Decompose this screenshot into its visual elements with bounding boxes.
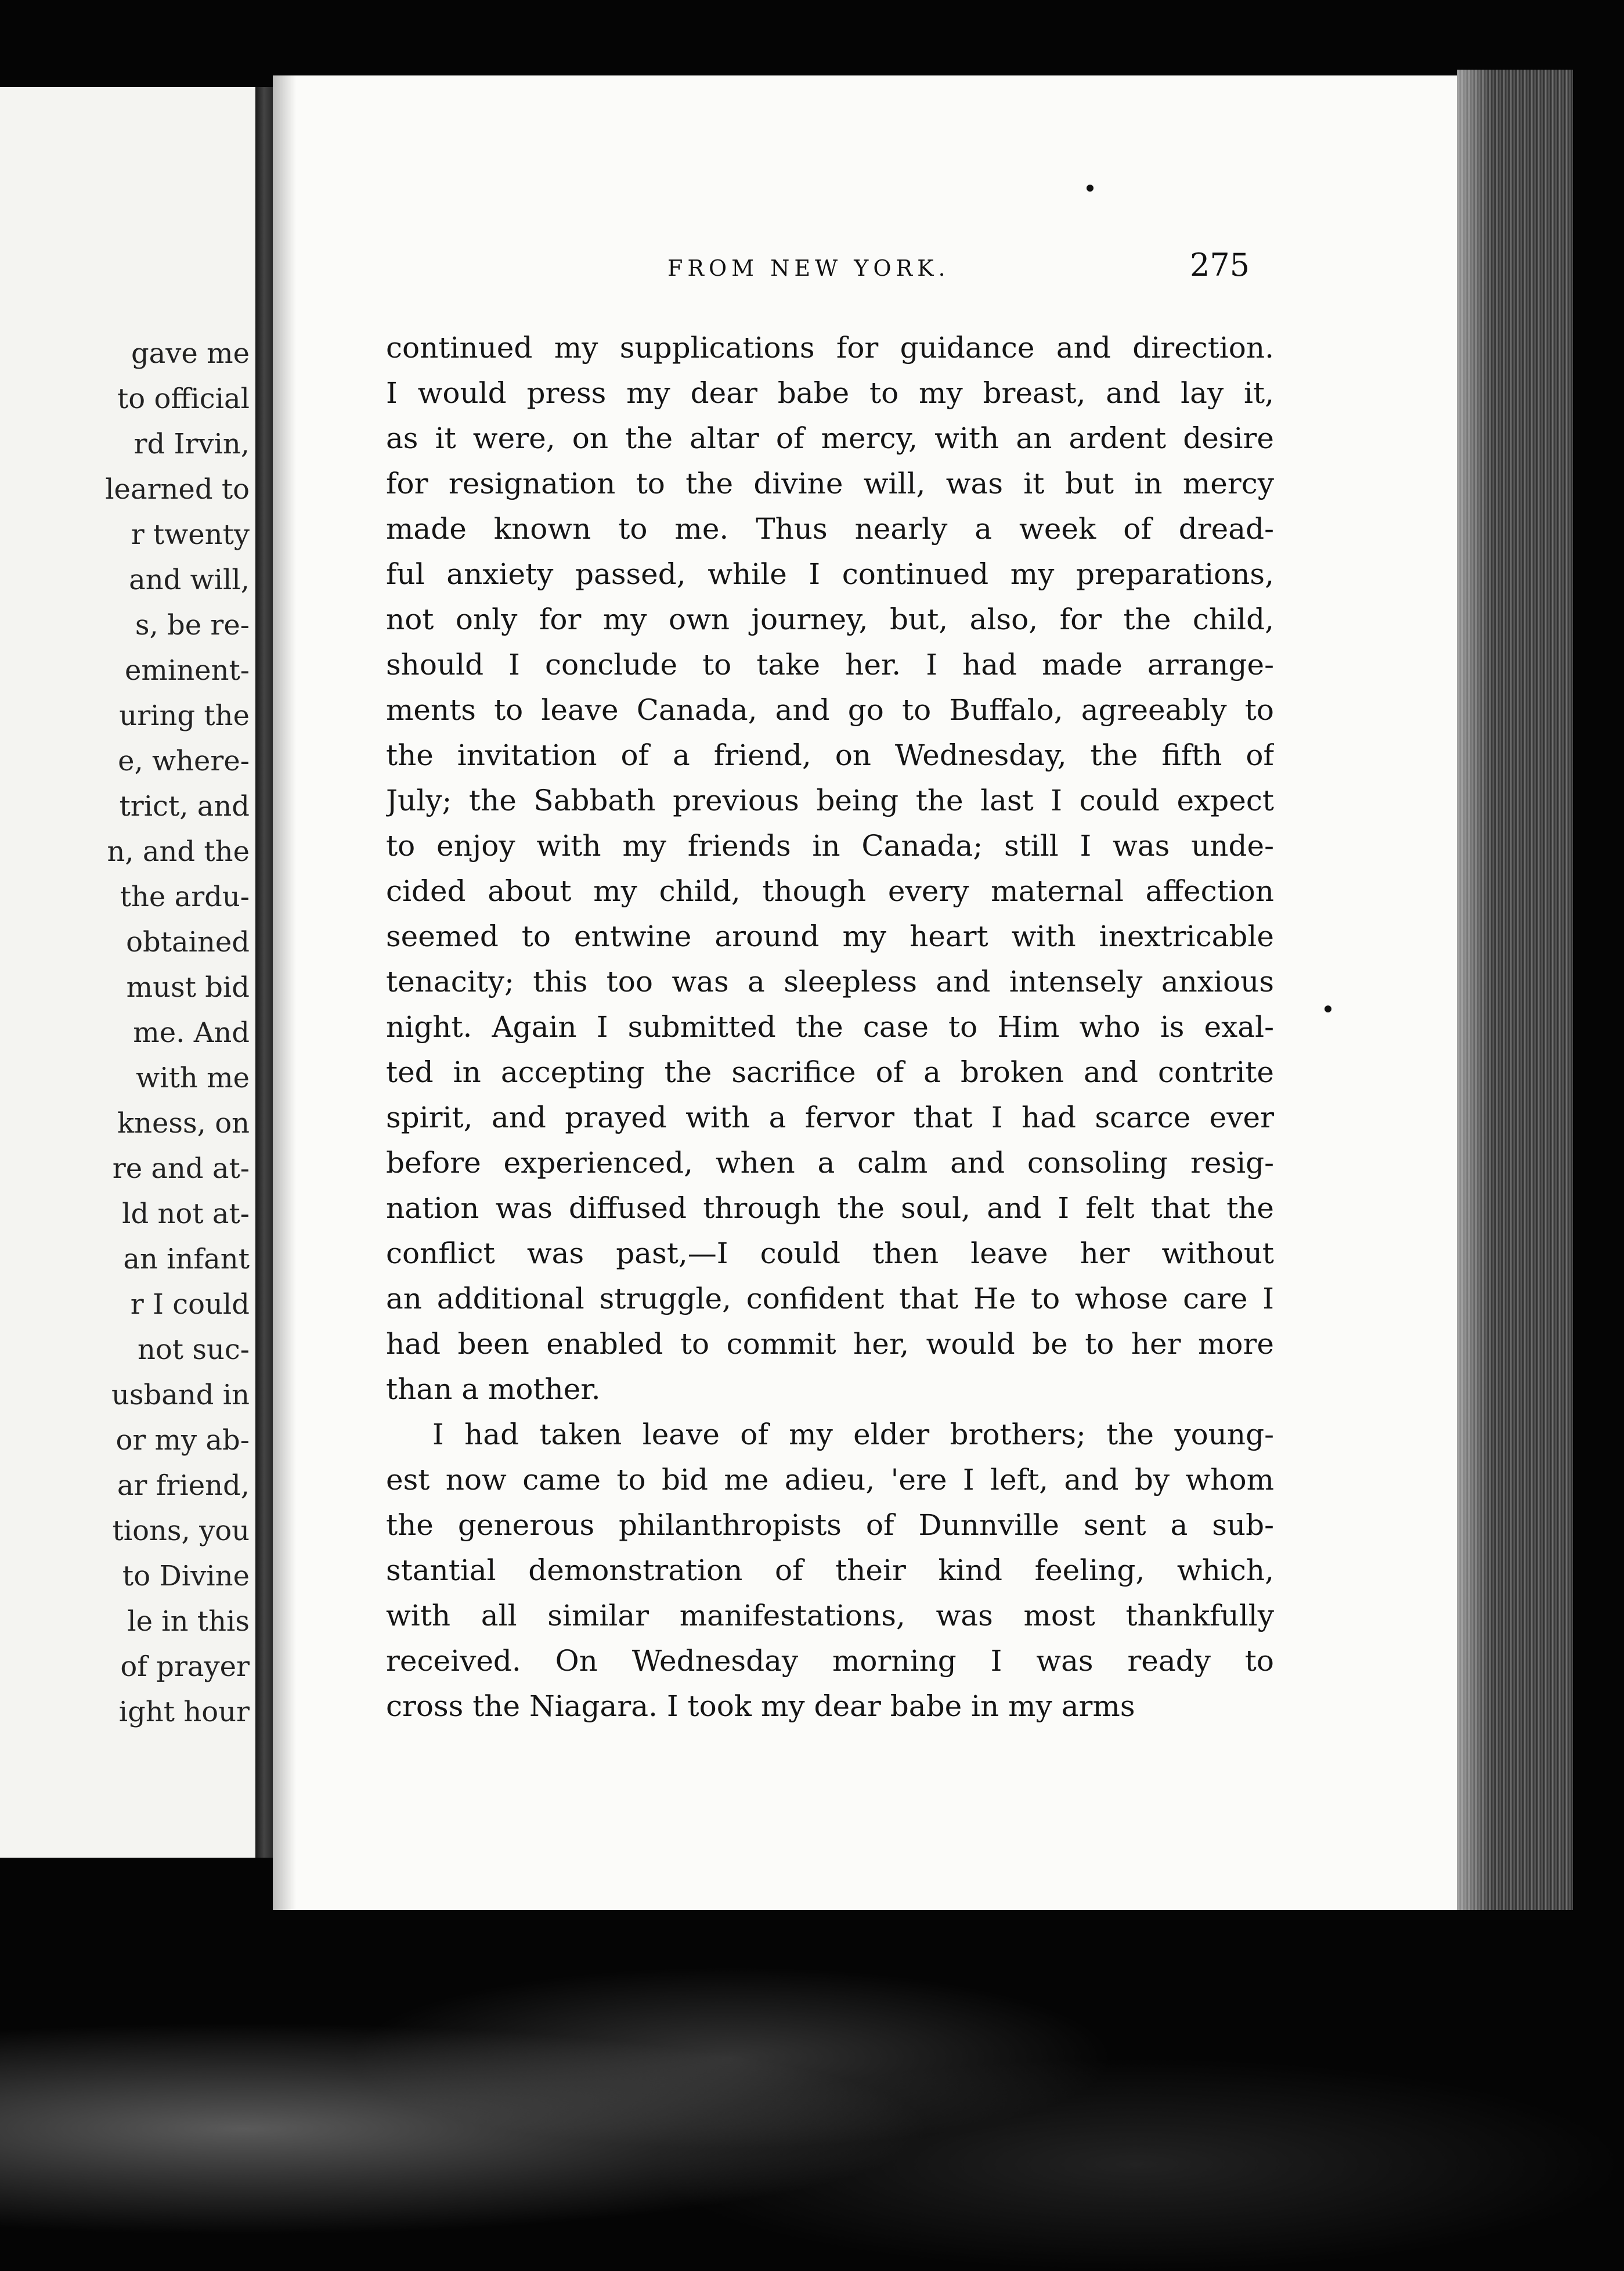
left-page-line: trict, and — [119, 790, 250, 823]
left-page-text — [0, 331, 250, 1735]
text-line: est now came to bid me adieu, 'ere I left, and by whom — [386, 1463, 1274, 1497]
text-line: spirit, and prayed with a fervor that I had scarce ever — [386, 1101, 1274, 1134]
text-line: received. On Wednesday morning I was ready to — [386, 1644, 1274, 1678]
text-line: the generous philanthropists of Dunnville sent a sub- — [386, 1508, 1274, 1542]
left-page-line: me. And — [133, 1016, 250, 1049]
text-line: as it were, on the altar of mercy, with an ardent desire — [386, 421, 1274, 455]
left-page-line: kness, on — [117, 1107, 250, 1140]
left-page-line: an infant — [123, 1243, 250, 1275]
text-line: seemed to entwine around my heart with inextricable — [386, 920, 1274, 953]
text-line: made known to me. Thus nearly a week of dread- — [386, 512, 1274, 546]
left-page-line: e, where- — [118, 745, 250, 777]
left-page-line: learned to — [105, 473, 250, 506]
text-line: the invitation of a friend, on Wednesday, the fifth of — [386, 738, 1274, 772]
left-page-line: s, be re- — [135, 609, 250, 641]
left-page-line: gave me — [131, 337, 250, 370]
left-page-line: to Divine — [122, 1560, 250, 1592]
text-line: I had taken leave of my elder brothers; the young- — [432, 1418, 1274, 1451]
text-line: I would press my dear babe to my breast, and lay it, — [386, 376, 1274, 410]
page-number: 275 — [1190, 247, 1250, 283]
page-fore-edge — [1457, 70, 1573, 1910]
speck-mark — [1325, 1005, 1331, 1012]
left-page-line: usband in — [111, 1379, 250, 1411]
text-line: an additional struggle, confident that He to whose care I — [386, 1282, 1274, 1315]
running-title: FROM NEW YORK. — [667, 255, 950, 281]
text-line: before experienced, when a calm and consoling resig- — [386, 1146, 1274, 1180]
text-line: cross the Niagara. I took my dear babe in my arms — [386, 1689, 1135, 1723]
left-page-line: eminent- — [124, 654, 250, 687]
speck-mark — [1087, 185, 1094, 192]
left-page-line: ight hour — [118, 1696, 250, 1728]
text-line: for resignation to the divine will, was it but in mercy — [386, 467, 1274, 500]
text-line: with all similar manifestations, was most thankfully — [386, 1599, 1274, 1632]
left-page-line: le in this — [127, 1605, 250, 1638]
text-line: not only for my own journey, but, also, for the child, — [386, 603, 1274, 636]
text-line: ted in accepting the sacrifice of a broken and contrite — [386, 1055, 1274, 1089]
left-page-line: n, and the — [107, 835, 250, 868]
left-page-line: or my ab- — [116, 1424, 250, 1457]
text-line: had been enabled to commit her, would be to her more — [386, 1327, 1274, 1361]
left-page-line: rd Irvin, — [133, 428, 250, 460]
body-text — [386, 325, 1274, 1729]
left-page-line: not suc- — [137, 1333, 250, 1366]
text-line: than a mother. — [386, 1372, 601, 1406]
left-page-line: ld not at- — [122, 1198, 250, 1230]
text-line: ful anxiety passed, while I continued my preparations, — [386, 557, 1274, 591]
left-page-line: r I could — [130, 1288, 250, 1321]
left-page-line: must bid — [126, 971, 250, 1004]
scan-noise — [0, 1916, 1624, 2271]
left-page-line: re and at- — [112, 1152, 250, 1185]
text-line: continued my supplications for guidance and direction. — [386, 331, 1274, 365]
text-line: night. Again I submitted the case to Him who is exal- — [386, 1010, 1274, 1044]
left-page-line: uring the — [119, 700, 250, 732]
text-line: ments to leave Canada, and go to Buffalo, agreeably to — [386, 693, 1274, 727]
left-facing-page — [0, 87, 262, 1858]
text-line: nation was diffused through the soul, and I felt that the — [386, 1191, 1274, 1225]
left-page-line: tions, you — [112, 1515, 250, 1547]
left-page-line: of prayer — [120, 1650, 250, 1683]
book-gutter — [255, 87, 273, 1858]
text-line: conflict was past,—I could then leave her without — [386, 1237, 1274, 1270]
left-page-line: with me — [136, 1062, 250, 1094]
text-line: cided about my child, though every maternal affection — [386, 874, 1274, 908]
left-page-line: the ardu- — [120, 881, 250, 913]
left-page-line: and will, — [129, 564, 250, 596]
left-page-line: to official — [117, 383, 250, 415]
left-page-line: r twenty — [131, 518, 250, 551]
left-page-line: obtained — [126, 926, 250, 958]
text-line: July; the Sabbath previous being the last I could expect — [386, 784, 1274, 817]
left-page-line: ar friend, — [117, 1469, 250, 1502]
text-line: to enjoy with my friends in Canada; still I was unde- — [386, 829, 1274, 863]
text-line: tenacity; this too was a sleepless and intensely anxious — [386, 965, 1274, 998]
text-line: stantial demonstration of their kind feeling, which, — [386, 1553, 1274, 1587]
text-line: should I conclude to take her. I had made arrange- — [386, 648, 1274, 682]
